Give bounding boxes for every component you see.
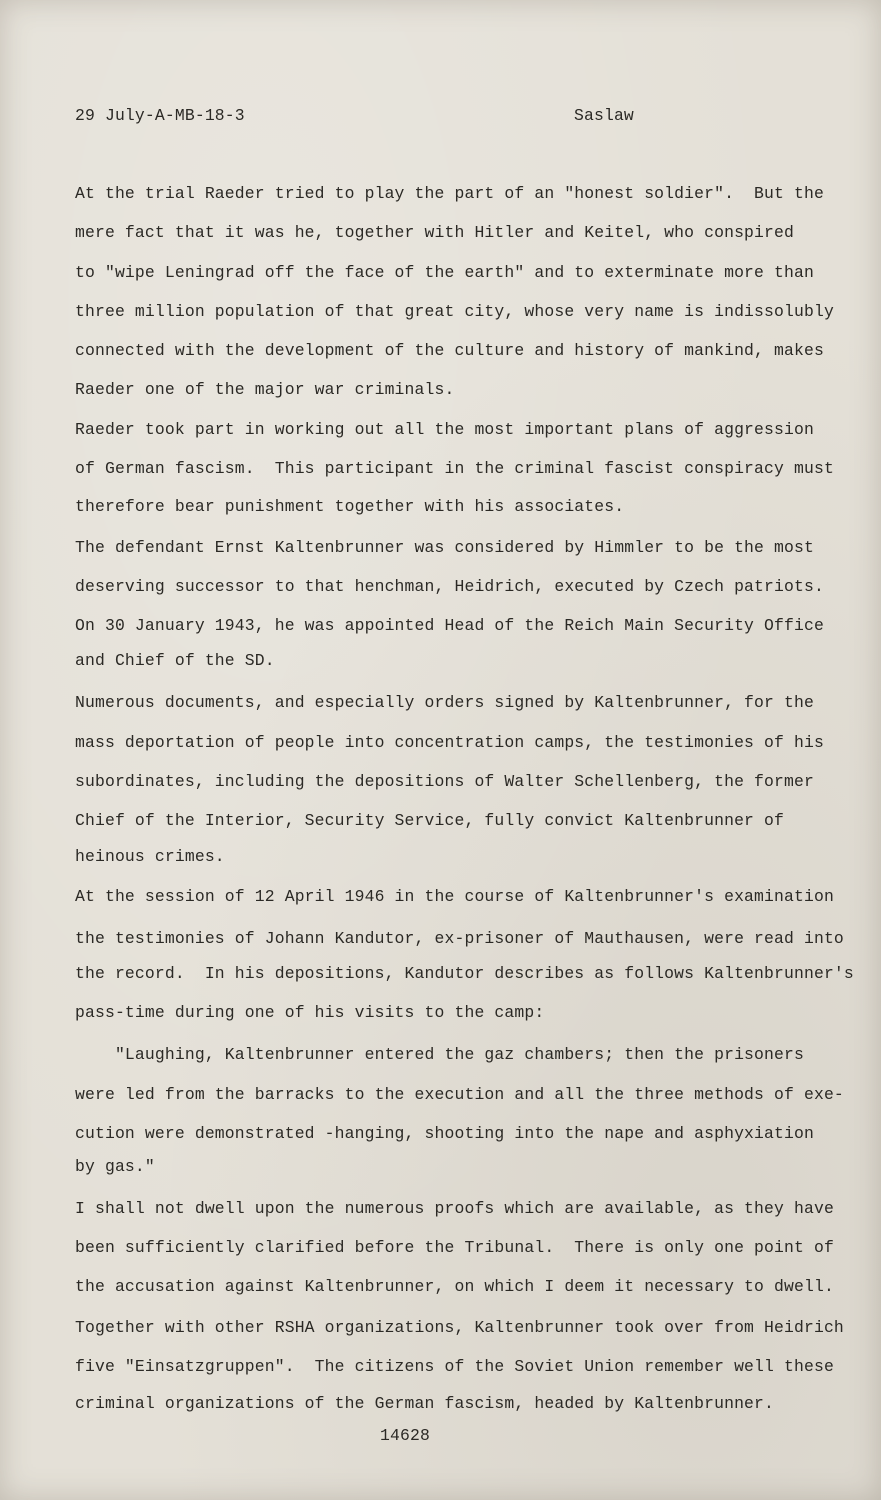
text-line: At the session of 12 April 1946 in the course of Kaltenbrunner's examination <box>75 887 834 906</box>
text-line: At the trial Raeder tried to play the part of an "honest soldier". But the <box>75 184 824 203</box>
text-line: five "Einsatzgruppen". The citizens of the Soviet Union remember well these <box>75 1357 834 1376</box>
text-line: Together with other RSHA organizations, Kaltenbrunner took over from Heidrich <box>75 1318 844 1337</box>
text-line: the accusation against Kaltenbrunner, on which I deem it necessary to dwell. <box>75 1277 834 1296</box>
text-line: The defendant Ernst Kaltenbrunner was considered by Himmler to be the most <box>75 538 814 557</box>
text-line: of German fascism. This participant in the criminal fascist conspiracy must <box>75 459 834 478</box>
text-line: I shall not dwell upon the numerous proofs which are available, as they have <box>75 1199 834 1218</box>
text-line: subordinates, including the depositions of Walter Schellenberg, the former <box>75 772 814 791</box>
text-line: were led from the barracks to the execution and all the three methods of exe- <box>75 1085 844 1104</box>
text-line: Numerous documents, and especially orders signed by Kaltenbrunner, for the <box>75 693 814 712</box>
text-line: "Laughing, Kaltenbrunner entered the gaz chambers; then the prisoners <box>75 1045 804 1064</box>
text-line: heinous crimes. <box>75 847 225 866</box>
text-line: to "wipe Leningrad off the face of the earth" and to exterminate more than <box>75 263 814 282</box>
text-line: by gas." <box>75 1157 155 1176</box>
text-line: Raeder one of the major war criminals. <box>75 380 455 399</box>
text-line: the record. In his depositions, Kandutor describes as follows Kaltenbrunner's <box>75 964 854 983</box>
page-number: 14628 <box>380 1426 430 1445</box>
text-line: connected with the development of the culture and history of mankind, makes <box>75 341 824 360</box>
text-line: mass deportation of people into concentration camps, the testimonies of his <box>75 733 824 752</box>
text-line: the testimonies of Johann Kandutor, ex-prisoner of Mauthausen, were read into <box>75 929 844 948</box>
text-line: and Chief of the SD. <box>75 651 275 670</box>
text-line: criminal organizations of the German fascism, headed by Kaltenbrunner. <box>75 1394 775 1413</box>
text-line: On 30 January 1943, he was appointed Head of the Reich Main Security Office <box>75 616 824 635</box>
text-line: mere fact that it was he, together with Hitler and Keitel, who conspired <box>75 223 794 242</box>
text-line: therefore bear punishment together with his associates. <box>75 497 625 516</box>
speaker-name: Saslaw <box>574 106 634 125</box>
text-line: deserving successor to that henchman, Heidrich, executed by Czech patriots. <box>75 577 824 596</box>
text-line: Raeder took part in working out all the most important plans of aggression <box>75 420 814 439</box>
text-line: three million population of that great city, whose very name is indissolubly <box>75 302 834 321</box>
text-line: cution were demonstrated -hanging, shooting into the nape and asphyxiation <box>75 1124 814 1143</box>
text-line: Chief of the Interior, Security Service, fully convict Kaltenbrunner of <box>75 811 785 830</box>
text-line: pass-time during one of his visits to the camp: <box>75 1003 545 1022</box>
text-line: been sufficiently clarified before the Tribunal. There is only one point of <box>75 1238 834 1257</box>
document-reference: 29 July-A-MB-18-3 <box>75 106 245 125</box>
